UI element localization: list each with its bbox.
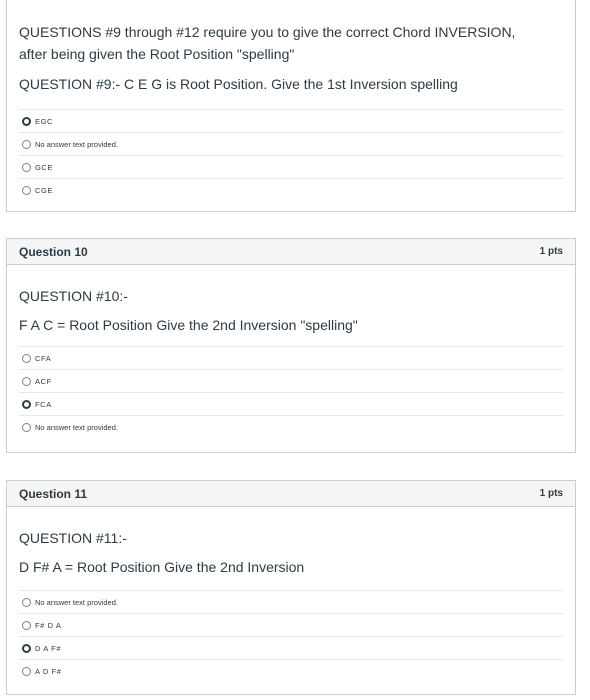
- answer-label: EGC: [35, 116, 54, 126]
- question-10-prompt: F A C = Root Position Give the 2nd Inversion "spelling": [19, 317, 358, 333]
- radio-icon[interactable]: [22, 163, 31, 172]
- question-points: 1 pts: [539, 488, 563, 499]
- question-11-prompt: D F# A = Root Position Give the 2nd Inversion: [19, 559, 305, 575]
- radio-icon[interactable]: [22, 621, 31, 630]
- radio-selected-icon[interactable]: [22, 644, 31, 653]
- answer-label: GCE: [35, 162, 54, 172]
- question-10-card: [6, 238, 576, 453]
- answer-label: CFA: [35, 353, 52, 363]
- answer-option[interactable]: [19, 415, 563, 438]
- radio-icon[interactable]: [22, 354, 31, 363]
- answer-option[interactable]: [19, 109, 563, 132]
- answer-label: No answer text provided.: [35, 422, 118, 432]
- radio-icon[interactable]: [22, 140, 31, 149]
- answer-option[interactable]: [19, 613, 563, 636]
- question-10-title: QUESTION #10:-: [19, 288, 128, 304]
- radio-icon[interactable]: [22, 667, 31, 676]
- question-11-card: [6, 480, 576, 695]
- answer-option[interactable]: [19, 178, 563, 201]
- answer-option[interactable]: [19, 155, 563, 178]
- question-9-intro: QUESTIONS #9 through #12 require you to give the correct Chord INVERSION, after being given the Root Position "spelling": [19, 24, 516, 62]
- answer-label: D A F#: [35, 643, 62, 653]
- radio-icon[interactable]: [22, 377, 31, 386]
- question-title: Question 10: [19, 244, 88, 259]
- answer-label: No answer text provided.: [35, 139, 118, 149]
- answer-option[interactable]: [19, 369, 563, 392]
- question-points: 1 pts: [539, 246, 563, 257]
- answer-option[interactable]: [19, 590, 563, 613]
- question-10-answers: [19, 346, 563, 438]
- question-9-card: [6, 0, 576, 212]
- answer-option[interactable]: [19, 659, 563, 682]
- answer-option[interactable]: [19, 132, 563, 155]
- question-11-header: [7, 481, 575, 507]
- question-9-prompt: QUESTION #9:- C E G is Root Position. Give the 1st Inversion spelling: [19, 76, 458, 92]
- question-11-answers: [19, 590, 563, 682]
- radio-selected-icon[interactable]: [22, 400, 31, 409]
- answer-label: FCA: [35, 399, 52, 409]
- question-title: Question 11: [19, 486, 88, 501]
- answer-label: A D F#: [35, 666, 62, 676]
- answer-option[interactable]: [19, 392, 563, 415]
- radio-icon[interactable]: [22, 598, 31, 607]
- answer-label: ACF: [35, 376, 52, 386]
- answer-option[interactable]: [19, 636, 563, 659]
- answer-label: No answer text provided.: [35, 597, 118, 607]
- radio-selected-icon[interactable]: [22, 117, 31, 126]
- answer-option[interactable]: [19, 346, 563, 369]
- question-11-title: QUESTION #11:-: [19, 530, 127, 546]
- radio-icon[interactable]: [22, 186, 31, 195]
- question-9-answers: [19, 109, 563, 201]
- answer-label: F# D A: [35, 620, 62, 630]
- question-10-header: [7, 239, 575, 265]
- answer-label: CGE: [35, 185, 54, 195]
- radio-icon[interactable]: [22, 423, 31, 432]
